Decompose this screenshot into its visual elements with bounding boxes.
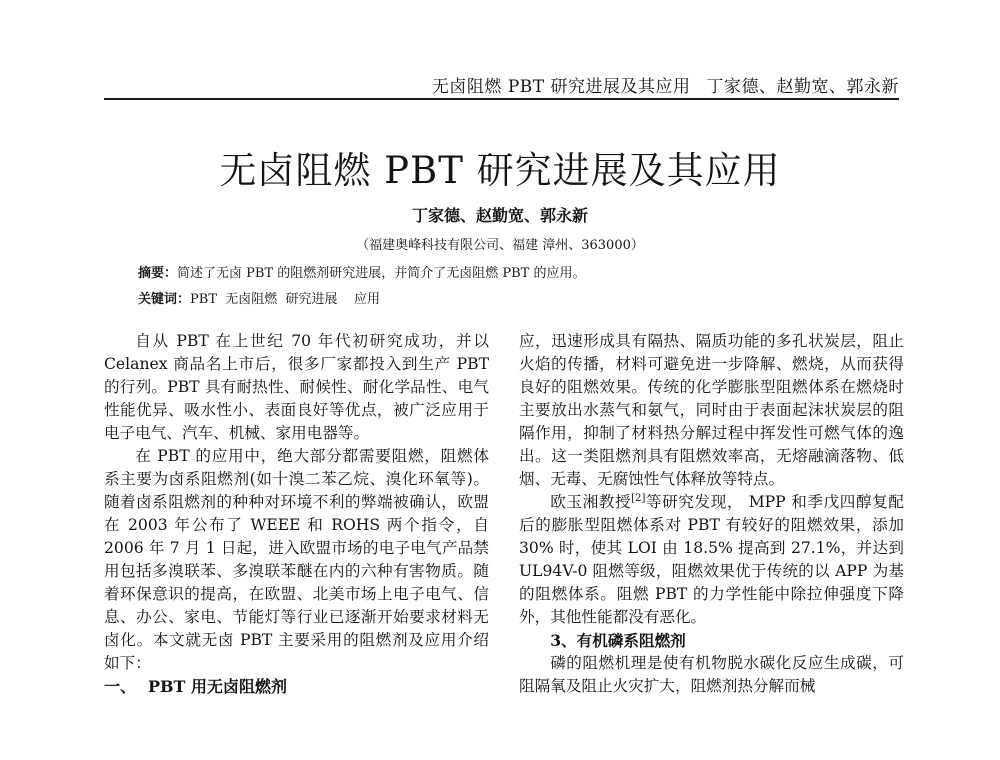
right-paragraph-2-lead: 欧玉湘教授: [550, 493, 632, 511]
running-head-title: 无卤阻燃 PBT 研究进展及其应用: [431, 77, 691, 97]
left-paragraph-1: 自从 PBT 在上世纪 70 年代初研究成功，并以 Celanex 商品名上市后，很多厂家都投入到生产 PBT 的行列。PBT 具有耐热性、耐候性、耐化学品性、电气性能优异、吸水性小、表面良好等优点，被广泛应用于电子电气、汽车、机械、家用电器等。: [104, 332, 489, 442]
citation-ref: [2]: [631, 492, 646, 504]
abstract-text: 简述了无卤 PBT 的阻燃剂研究进展，并简介了无卤阻燃 PBT 的应用。: [177, 266, 586, 281]
section-3-number: 3、: [550, 631, 577, 650]
right-paragraph-1: 应，迅速形成具有隔热、隔质功能的多孔状炭层，阻止火焰的传播，材料可避免进一步降解、燃烧，从而获得良好的阻燃效果。传统的化学膨胀型阻燃体系在燃烧时主要放出水蒸气和氨气，同时由于表面起沫状炭层的阻隔作用，抑制了材料热分解过程中挥发性可燃气体的逸出。这一类阻燃剂具有阻燃效率高，无熔融滴落物、低烟、无毒、无腐蚀性气体释放等特点。: [519, 332, 904, 488]
running-head: [104, 72, 899, 97]
right-paragraph-3: 磷的阻燃机理是使有机物脱水碳化反应生成碳，可阻隔氧及阻止火灾扩大，阻燃剂热分解而械: [519, 654, 904, 695]
left-paragraph-2: 在 PBT 的应用中，绝大部分都需要阻燃，阻燃体系主要为卤系阻燃剂(如十溴二苯乙烷、溴化环氧等)。随着卤系阻燃剂的种种对环境不利的弊端被确认，欧盟在 2003 年公布了 WEEE 和 ROHS 两个指令，自 2006 年 7 月 1 日起，进入欧盟市场的电子电气产品禁用包括多溴联苯、多溴联苯醚在内的六种有害物质。随着环保意识的提高，在欧盟、北美市场上电子电气、信息、办公、家电、节能灯等行业已逐渐开始要求材料无卤化。本文就无卤 PBT 主要采用的阻燃剂及应用介绍如下：: [104, 447, 489, 672]
keywords-text: PBT 无卤阻燃 研究进展 应用: [190, 292, 381, 307]
paper-title: 无卤阻燃 PBT 研究进展及其应用: [219, 149, 781, 192]
section-heading-3: [519, 629, 904, 652]
keywords-label: 关键词：: [138, 292, 191, 307]
left-column: [104, 330, 489, 698]
section-1-title: PBT 用无卤阻燃剂: [148, 677, 288, 696]
header-rule: [104, 98, 899, 100]
paper-authors: 丁家德、赵勤宽、郭永新: [411, 206, 588, 225]
right-paragraph-2: [519, 491, 904, 629]
affiliation: （福建奥峰科技有限公司、福建 漳州、363000）: [356, 238, 644, 253]
right-paragraph-2-rest: 等研究发现， MPP 和季戊四醇复配后的膨胀型阻燃体系对 PBT 有较好的阻燃效果，添加 30% 时，使其 LOI 由 18.5% 提高到 27.1%，并达到 UL94V-0 阻燃等级，阻燃效果优于传统的以 APP 为基的阻燃体系。阻燃 PBT 的力学性能中除拉伸强度下降外，其他性能都没有恶化。: [519, 493, 904, 626]
right-column: [519, 330, 904, 698]
keywords: [138, 288, 380, 307]
abstract: [138, 262, 586, 281]
abstract-label: 摘要：: [138, 266, 178, 281]
section-1-number: 一、: [104, 677, 137, 696]
section-heading-1: [104, 675, 489, 698]
running-head-authors: 丁家德、赵勤宽、郭永新: [706, 77, 899, 97]
section-3-title: 有机磷系阻燃剂: [576, 631, 686, 650]
